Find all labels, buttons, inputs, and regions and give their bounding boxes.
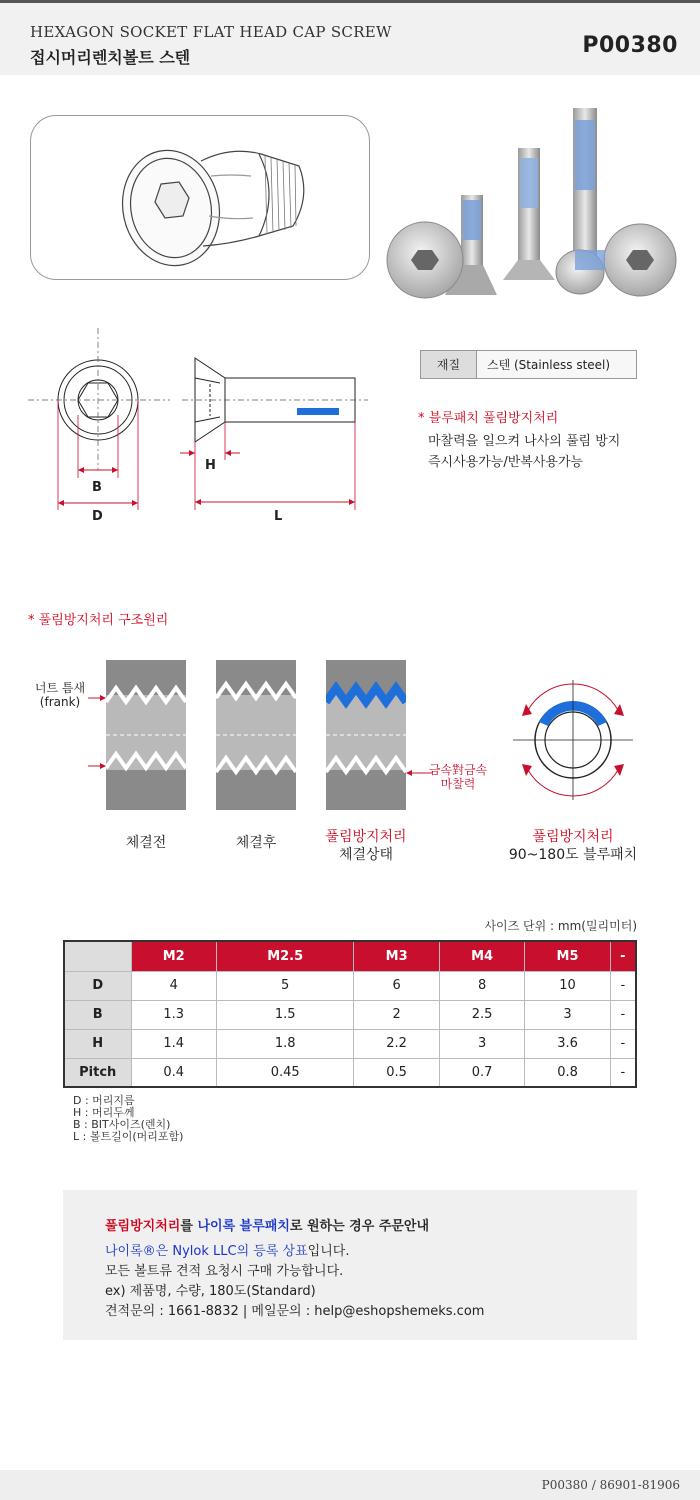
row-label: D [64, 971, 131, 1000]
legend-item: D : 머리지름 [73, 1094, 135, 1107]
notice-line: ex) 제품명, 수량, 180도(Standard) [105, 1284, 316, 1299]
table-cell: 1.5 [216, 1000, 353, 1029]
notice-title-end: 로 원하는 경우 주문안내 [289, 1219, 430, 1234]
dim-label-b: B [92, 480, 102, 495]
feature-title: * 블루패치 풀림방지처리 [418, 411, 559, 426]
principle-title: * 풀림방지처리 구조원리 [28, 613, 169, 628]
table-cell: 2.5 [439, 1000, 524, 1029]
table-row [64, 1029, 636, 1058]
row-label: Pitch [64, 1058, 131, 1087]
spec-table [63, 940, 637, 1088]
caption-patch-black: 90~180도 블루패치 [508, 847, 638, 863]
thread-treated-panel [326, 660, 406, 810]
title-korean: 접시머리렌치볼트 스텐 [30, 48, 191, 67]
table-cell: 4 [131, 971, 216, 1000]
spec-header-row [64, 941, 636, 971]
spec-corner [64, 941, 131, 971]
gap-label-line2: (frank) [39, 695, 81, 709]
row-label: B [64, 1000, 131, 1029]
table-cell: - [610, 1058, 636, 1087]
table-cell: 0.4 [131, 1058, 216, 1087]
spec-col-header: - [610, 941, 636, 971]
table-cell: - [610, 1000, 636, 1029]
patch-circle-diagram [508, 668, 638, 803]
table-row [64, 1000, 636, 1029]
legend-item: L : 볼트길이(머리포함) [73, 1130, 184, 1143]
table-cell: - [610, 971, 636, 1000]
row-label: H [64, 1029, 131, 1058]
notice-line-trademark [105, 1240, 349, 1259]
spec-col-header: M2 [131, 941, 216, 971]
feature-line: 즉시사용가능/반복사용가능 [428, 455, 584, 470]
gap-label [30, 681, 90, 709]
thread-after-panel [216, 660, 296, 810]
caption-treated-black: 체결상태 [338, 847, 394, 863]
friction-label-line1: 금속對금속 [428, 763, 488, 777]
table-cell: - [610, 1029, 636, 1058]
notice-title-blue: 나이록 블루패치 [197, 1219, 290, 1234]
thread-before-panel [106, 660, 186, 810]
dimension-legend [73, 1095, 183, 1143]
spec-col-header: M3 [354, 941, 439, 971]
table-cell: 10 [525, 971, 610, 1000]
footer-bar [0, 1470, 700, 1500]
spec-col-header: M4 [439, 941, 524, 971]
friction-label [428, 763, 488, 791]
table-cell: 2.2 [354, 1029, 439, 1058]
friction-label-line2: 마찰력 [440, 777, 476, 791]
table-cell: 1.3 [131, 1000, 216, 1029]
notice-title-red: 풀림방지처리 [105, 1219, 181, 1234]
screw-sketch-frame [30, 115, 370, 280]
table-row [64, 1058, 636, 1087]
material-table [420, 350, 637, 379]
table-cell: 3 [525, 1000, 610, 1029]
dimension-drawing [20, 320, 380, 530]
material-key: 재질 [421, 351, 477, 378]
material-value: 스텐 (Stainless steel) [477, 351, 636, 378]
header-bar [0, 0, 700, 75]
table-cell: 0.45 [216, 1058, 353, 1087]
product-code: P00380 [582, 33, 678, 58]
table-cell: 0.8 [525, 1058, 610, 1087]
notice-title [105, 1215, 429, 1234]
caption-treated [306, 828, 426, 864]
notice-line: 모든 볼트류 견적 요청시 구매 가능합니다. [105, 1264, 344, 1279]
table-cell: 0.5 [354, 1058, 439, 1087]
legend-item: B : BIT사이즈(렌치) [73, 1118, 171, 1131]
table-cell: 0.7 [439, 1058, 524, 1087]
title-english: HEXAGON SOCKET FLAT HEAD CAP SCREW [30, 23, 392, 41]
caption-patch [498, 828, 648, 864]
table-cell: 3.6 [525, 1029, 610, 1058]
caption-patch-red: 풀림방지처리 [532, 829, 614, 845]
legend-item: H : 머리두께 [73, 1106, 135, 1119]
caption-before: 체결전 [125, 835, 167, 851]
blue-patch-mark [297, 408, 339, 415]
product-photo [385, 100, 690, 305]
dim-label-d: D [92, 509, 103, 524]
screw-sketch-illustration [31, 116, 371, 281]
gap-arrows [88, 690, 108, 780]
order-notice-box [63, 1190, 637, 1340]
spec-col-header: M5 [525, 941, 610, 971]
notice-title-mid: 를 [180, 1219, 198, 1234]
table-cell: 5 [216, 971, 353, 1000]
caption-after: 체결후 [235, 835, 277, 851]
notice-trademark-blue: 나이록®은 Nylok LLC의 등록 상표 [105, 1244, 308, 1259]
table-cell: 8 [439, 971, 524, 1000]
footer-code: P00380 / 86901-81906 [541, 1478, 680, 1492]
caption-treated-red: 풀림방지처리 [325, 829, 407, 845]
table-cell: 1.8 [216, 1029, 353, 1058]
spec-col-header: M2.5 [216, 941, 353, 971]
unit-note: 사이즈 단위 : mm(밀리미터) [484, 919, 637, 933]
table-cell: 2 [354, 1000, 439, 1029]
table-cell: 3 [439, 1029, 524, 1058]
gap-label-line1: 너트 틈새 [34, 681, 86, 695]
table-cell: 6 [354, 971, 439, 1000]
notice-trademark-end: 입니다. [307, 1244, 350, 1259]
table-cell: 1.4 [131, 1029, 216, 1058]
notice-contact-line: 견적문의 : 1661-8832 | 메일문의 : help@eshopshemeks.com [105, 1304, 485, 1319]
table-row [64, 971, 636, 1000]
dim-label-l: L [274, 509, 283, 524]
feature-line: 마찰력을 일으켜 나사의 풀림 방지 [428, 434, 621, 449]
dim-label-h: H [205, 458, 216, 473]
